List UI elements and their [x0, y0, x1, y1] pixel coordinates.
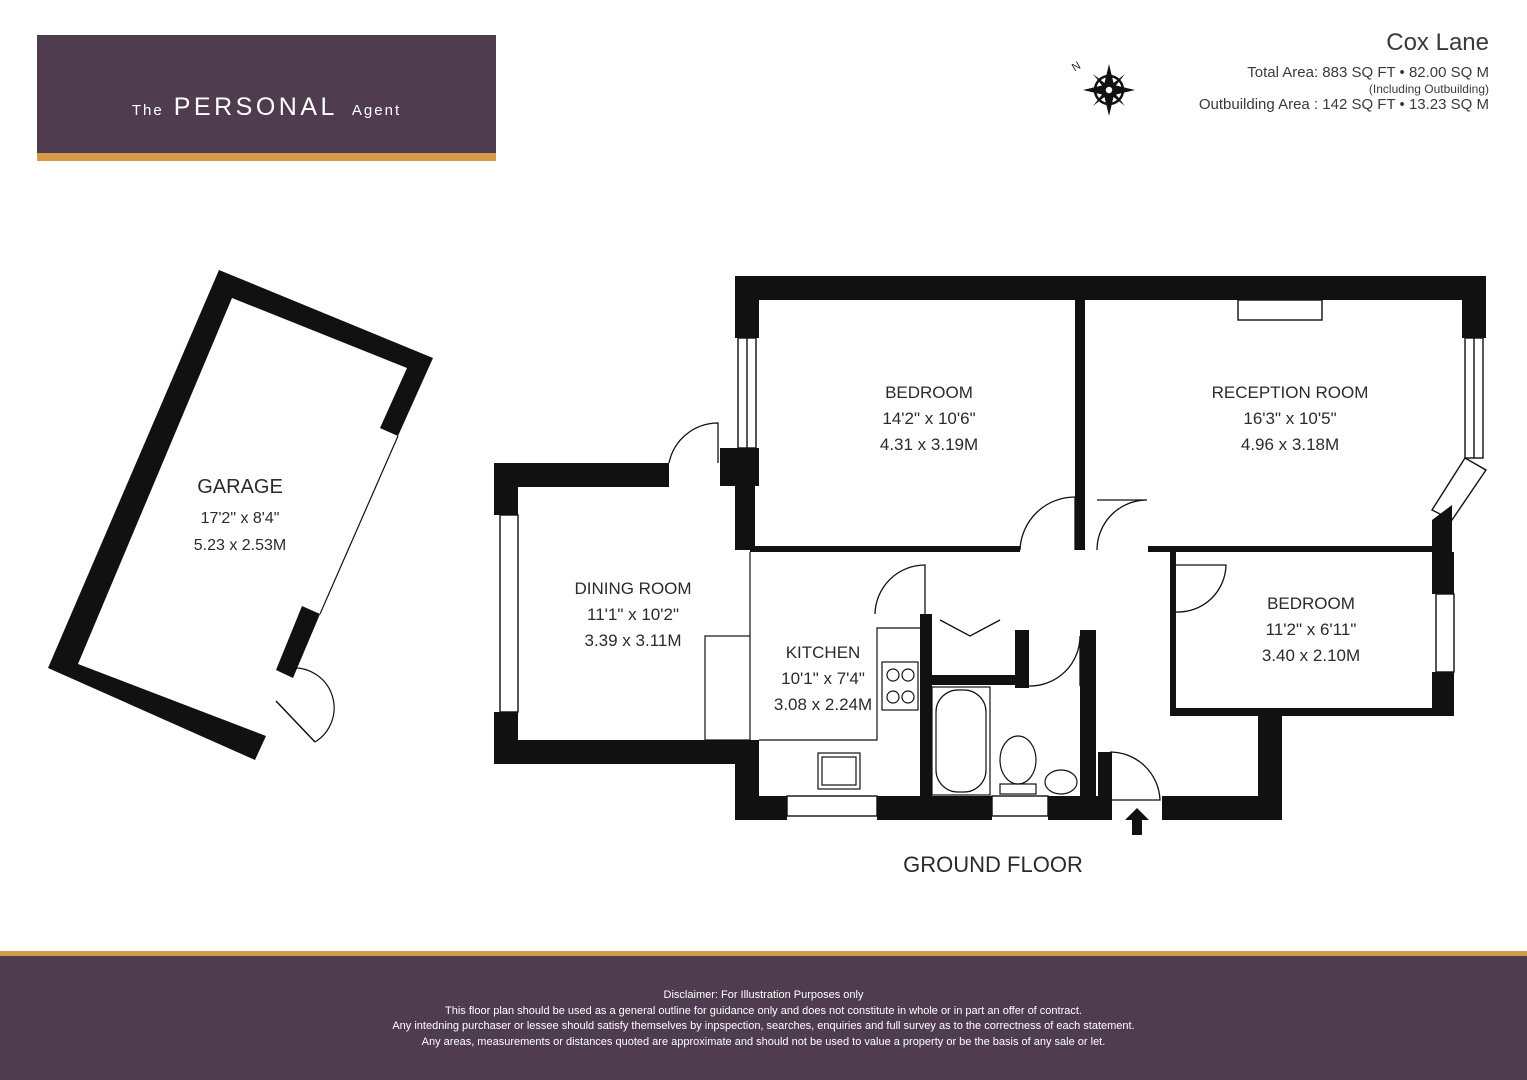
disclaimer-line: This floor plan should be used as a general outline for guidance only and does not constitute in whole or in part an offer of contract.: [445, 1004, 1082, 1017]
room-label-bedroom-1: [880, 383, 978, 454]
windows: [500, 300, 1486, 816]
room-metric: 3.39 x 3.11M: [584, 631, 682, 650]
room-imperial: 10'1" x 7'4": [781, 669, 865, 688]
disclaimer-line: Disclaimer: For Illustration Purposes only: [663, 989, 864, 1001]
room-name: BEDROOM: [885, 383, 973, 402]
room-name: KITCHEN: [785, 643, 861, 662]
logo-personal: PERSONAL: [173, 92, 338, 121]
disclaimer-line: Any intedning purchaser or lessee should satisfy themselves by inpspection, searches, enquiries and full survey as to the correctness of each statement.: [392, 1020, 1135, 1032]
room-imperial: 14'2" x 10'6": [882, 409, 976, 428]
outbuilding-area: Outbuilding Area : 142 SQ FT • 13.23 SQ M: [1198, 96, 1489, 113]
logo-agent: Agent: [351, 101, 402, 119]
compass-north-label: N: [1070, 59, 1083, 75]
property-address: Cox Lane: [1386, 29, 1489, 56]
room-name: DINING ROOM: [574, 579, 692, 598]
entrance-arrow-icon: [1125, 808, 1149, 835]
room-metric: 3.40 x 2.10M: [1261, 646, 1361, 665]
logo-the: The: [131, 101, 164, 119]
room-label-dining: [574, 579, 691, 650]
room-metric: 4.96 x 3.18M: [1240, 435, 1340, 454]
disclaimer-footer: [0, 956, 1527, 1080]
floor-label: GROUND FLOOR: [903, 852, 1083, 877]
room-imperial: 16'3" x 10'5": [1243, 409, 1337, 428]
room-metric: 4.31 x 3.19M: [879, 435, 979, 454]
room-imperial: 11'2" x 6'11": [1265, 620, 1357, 639]
room-name: BEDROOM: [1267, 594, 1355, 613]
room-label-reception: [1212, 383, 1369, 454]
room-metric: 3.08 x 2.24M: [773, 695, 873, 714]
room-name: GARAGE: [197, 476, 283, 498]
room-metric: 5.23 x 2.53M: [193, 537, 287, 554]
total-area: Total Area: 883 SQ FT • 82.00 SQ M: [1247, 64, 1489, 81]
disclaimer-line: Any areas, measurements or distances quoted are approximate and should not be used to value a property or be the basis of any sale or let.: [421, 1035, 1106, 1048]
room-name: RECEPTION ROOM: [1211, 383, 1369, 402]
room-label-garage: [194, 476, 287, 554]
room-imperial: 17'2" x 8'4": [200, 510, 280, 527]
room-label-kitchen: [774, 643, 872, 714]
room-imperial: 11'1" x 10'2": [587, 605, 679, 624]
room-label-bedroom-2: [1262, 594, 1360, 665]
total-area-note: (Including Outbuilding): [1368, 82, 1489, 96]
